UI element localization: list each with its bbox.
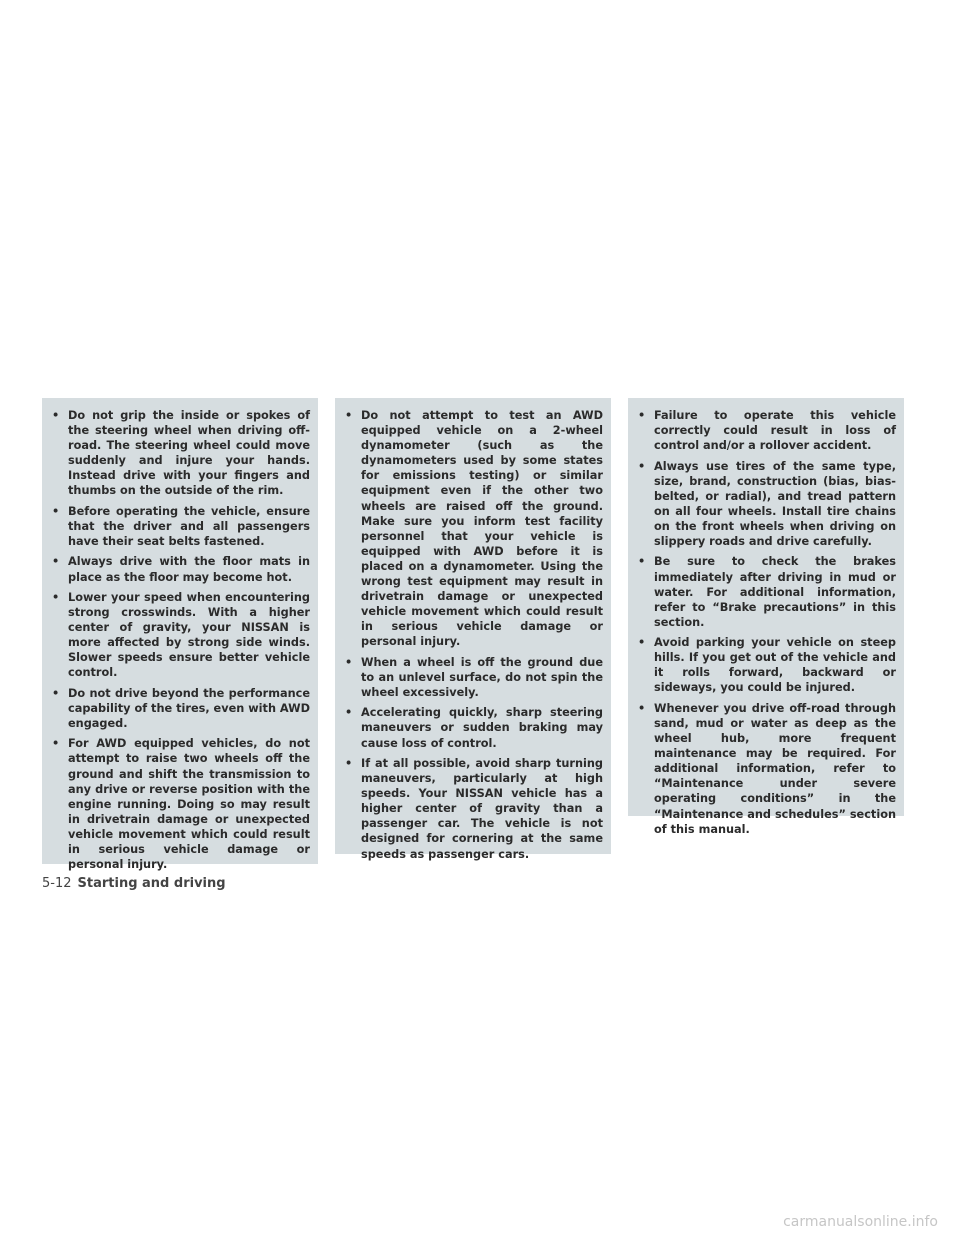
bullet: • bbox=[52, 737, 60, 751]
warning-item: • Do not drive beyond the performance capability of the tires, even with AWD engaged. bbox=[52, 686, 310, 730]
bullet: • bbox=[52, 590, 60, 604]
warning-item: • When a wheel is off the ground due to an unlevel surface, do not spin the wheel excessively. bbox=[345, 655, 603, 699]
warning-item: • Do not grip the inside or spokes of the steering wheel when driving off-road. The steering wheel could move suddenly and injure your hands. Instead drive with your fingers and thumbs on the outside of the rim. bbox=[52, 409, 310, 498]
warning-list bbox=[343, 408, 603, 862]
bullet: • bbox=[52, 555, 60, 569]
bullet: • bbox=[52, 686, 60, 700]
warning-item: • Do not attempt to test an AWD equipped vehicle on a 2-wheel dynamometer (such as the dynamometers used by some states for emissions testing) or similar equipment even if the other two wheels are raised off the ground. Make sure you inform test facility personnel that your vehicle is equipped with AWD before it is placed on a dynamometer. Using the wrong test equipment may result in drivetrain damage or unexpected vehicle movement which could result in serious vehicle damage or personal injury. bbox=[345, 409, 603, 649]
warning-list bbox=[50, 408, 310, 872]
bullet: • bbox=[345, 409, 353, 422]
warning-item: • Always use tires of the same type, size, brand, construction (bias, bias-belted, or radial), and tread pattern on all four wheels. Install tire chains on the front wheels when driving on slippery roads and drive carefully. bbox=[638, 459, 896, 549]
section-title: Starting and driving bbox=[77, 876, 226, 891]
warning-column-1 bbox=[42, 398, 318, 872]
warning-column-3 bbox=[628, 398, 904, 836]
warning-item: • Lower your speed when encountering strong crosswinds. With a higher center of gravity, your NISSAN is more affected by strong side winds. Slower speeds ensure better vehicle control. bbox=[52, 590, 310, 680]
bullet: • bbox=[638, 459, 646, 473]
warning-item: • Accelerating quickly, sharp steering maneuvers or sudden braking may cause loss of control. bbox=[345, 706, 603, 750]
bullet: • bbox=[52, 409, 60, 422]
bullet: • bbox=[638, 409, 646, 422]
bullet: • bbox=[638, 701, 646, 715]
warning-list bbox=[636, 408, 896, 837]
bullet: • bbox=[638, 555, 646, 569]
warning-item: • Whenever you drive off-road through sand, mud or water as deep as the wheel hub, more frequent maintenance may be required. For additional information, refer to “Maintenance under severe operating conditions” in the “Maintenance and schedules” section of this manual. bbox=[638, 701, 896, 836]
warning-item: • If at all possible, avoid sharp turning maneuvers, particularly at high speeds. Your NISSAN vehicle has a higher center of gravity than a passenger car. The vehicle is not designed for cornering at the same speeds as passenger cars. bbox=[345, 756, 603, 861]
warning-item: • Be sure to check the brakes immediately after driving in mud or water. For additional information, refer to “Brake precautions” in this section. bbox=[638, 555, 896, 629]
bullet: • bbox=[345, 756, 353, 770]
warning-item: • Avoid parking your vehicle on steep hills. If you get out of the vehicle and it rolls forward, backward or sideways, you could be injured. bbox=[638, 636, 896, 695]
watermark: carmanualsonline.info bbox=[783, 1214, 938, 1230]
bullet: • bbox=[638, 636, 646, 650]
warning-item: • Always drive with the floor mats in place as the floor may become hot. bbox=[52, 555, 310, 584]
warning-item: • Failure to operate this vehicle correctly could result in loss of control and/or a rollover accident. bbox=[638, 409, 896, 453]
warning-column-2 bbox=[335, 398, 611, 861]
page-footer bbox=[42, 876, 226, 891]
bullet: • bbox=[345, 655, 353, 669]
warning-item: • For AWD equipped vehicles, do not attempt to raise two wheels off the ground and shift the transmission to any drive or reverse position with the engine running. Doing so may result in drivetrain damage or unexpected vehicle movement which could result in serious vehicle damage or personal injury. bbox=[52, 737, 310, 872]
warning-item: • Before operating the vehicle, ensure that the driver and all passengers have their seat belts fastened. bbox=[52, 504, 310, 549]
bullet: • bbox=[345, 706, 353, 720]
page-number: 5-12 bbox=[42, 876, 72, 891]
bullet: • bbox=[52, 504, 60, 518]
